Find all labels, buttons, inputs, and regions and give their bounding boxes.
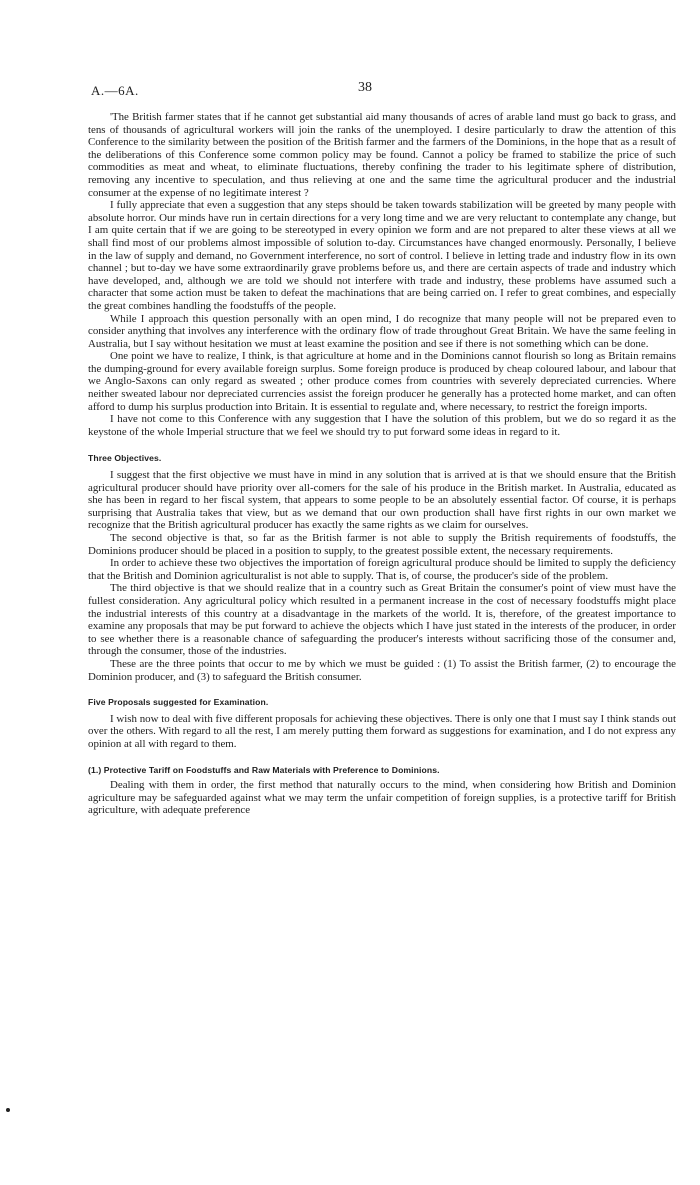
paragraph: I have not come to this Conference with any suggestion that I have the solution of this problem, but we do so regard it as the keystone of the whole Imperial structure that we feel we should try to put forward some ideas in regard to it. <box>88 413 676 438</box>
paragraph: The third objective is that we should realize that in a country such as Great Britain the consumer's point of view must have the fullest consideration. Any agricultural policy which resulted in a permanent increase in the cost of necessary foodstuffs might place the industrial interests of this country at a disadvantage in the markets of the world. It is, therefore, of the greatest importance to examine any proposals that may be put forward to achieve the objects which I have just stated in the interests of the producer, in order to see whether there is a reasonable chance of safeguarding the producer's interests without sacrificing those of the consumer and, through the consumer, those of the industries. <box>88 582 676 658</box>
paragraph: Dealing with them in order, the first method that naturally occurs to the mind, when considering how British and Dominion agriculture may be safeguarded against what we may term the unfair competition of foreign supplies, is a protective tariff for British agriculture, with adequate preference <box>88 779 676 817</box>
paragraph: The second objective is that, so far as the British farmer is not able to supply the British requirements of foodstuffs, the Dominions producer should be placed in a position to supply, to the greatest possible extent, the necessary requirements. <box>88 532 676 557</box>
paragraph: One point we have to realize, I think, is that agriculture at home and in the Dominions cannot flourish so long as Britain remains the dumping-ground for every available foreign surplus. Some foreign produce is produced by cheap coloured labour, and labour that we Anglo-Saxons can only regard as sweated ; other produce comes from countries with severely depreciated currencies. Where neither sweated labour nor depreciated currencies assist the foreign producer he generally has a protected home market, and can often afford to dump his surplus production into Britain. It is essential to regulate and, where necessary, to restrict the foreign imports. <box>88 350 676 413</box>
document-body <box>88 111 676 817</box>
section-heading-five-proposals: Five Proposals suggested for Examination. <box>88 697 269 708</box>
document-reference: A.—6A. <box>91 83 139 98</box>
paragraph: In order to achieve these two objectives the importation of foreign agricultural produce should be limited to supply the deficiency that the British and Dominion agriculturalist is not able to supply. That is, of course, the producer's side of the problem. <box>88 557 676 582</box>
section-heading-three-objectives: Three Objectives. <box>88 453 162 464</box>
paragraph: I wish now to deal with five different proposals for achieving these objectives. There is only one that I must say I think stands out over the others. With regard to all the rest, I am merely putting them forward as suggestions for examination, and I do not express any opinion at all with regard to them. <box>88 712 676 750</box>
section-heading-protective-tariff: (1.) Protective Tariff on Foodstuffs and Raw Materials with Preference to Dominions. <box>88 764 440 775</box>
margin-dot <box>6 1108 10 1112</box>
paragraph: I fully appreciate that even a suggestion that any steps should be taken towards stabilization will be greeted by many people with absolute horror. Our minds have run in certain directions for a very long time and we are very reluctant to contemplate any change, but I am quite certain that if we are going to be stereotyped in every opinion we form and are not prepared to alter these views at all we shall find most of our problems almost impossible of solution to-day. Circumstances have changed enormously. Personally, I believe in the law of supply and demand, no Government interference, no sort of control. I believe in letting trade and industry flow in its own channel ; but to-day we have some extraordinarily grave problems before us, and there are certain aspects of trade and industry which have developed, and, although we are told we should not interfere with trade and industry, these problems have assumed such a character that some action must be taken to defeat the machinations that are being carried on. I refer to great combines, and especially the great combines handling the foodstuffs of the people. <box>88 199 676 312</box>
page-number: 38 <box>358 80 372 95</box>
paragraph: 'The British farmer states that if he cannot get substantial aid many thousands of acres of arable land must go back to grass, and tens of thousands of agricultural workers will join the ranks of the unemployed. I desire particularly to draw the attention of this Conference to the similarity between the position of the British farmer and the farmers of the Dominions, in the hope that as a result of the deliberations of this Conference some common policy may be found. Cannot a policy be framed to stabilize the price of such commodities as meat and wheat, to eliminate fluctuations, thereby confining the trader to his legitimate sphere of distribution, removing any incentive to speculation, and thus relieving at one and the same time the agricultural producer and the industrial consumer at the expense of no legitimate interest ? <box>88 111 676 199</box>
paragraph: While I approach this question personally with an open mind, I do recognize that many people will not be prepared even to consider anything that involves any interference with the ordinary flow of trade throughout Great Britain. We have the same feeling in Australia, but I say without hesitation we must at least examine the position and see if there is not something which can be done. <box>88 312 676 350</box>
paragraph: These are the three points that occur to me by which we must be guided : (1) To assist the British farmer, (2) to encourage the Dominion producer, and (3) to safeguard the British consumer. <box>88 657 676 683</box>
paragraph: I suggest that the first objective we must have in mind in any solution that is arrived at is that we should ensure that the British agricultural producer should have priority over all-comers for the sale of his produce in the British market. In Australia, educated as she has been in regard to her fiscal system, that appears to some people to be an absolutely essential factor. Of course, it is perhaps surprising that Australia takes that view, but as we demand that our own production shall have first rights in our own market we recognize that the British agricultural producer has exactly the same rights as we claim for ourselves. <box>88 469 676 532</box>
